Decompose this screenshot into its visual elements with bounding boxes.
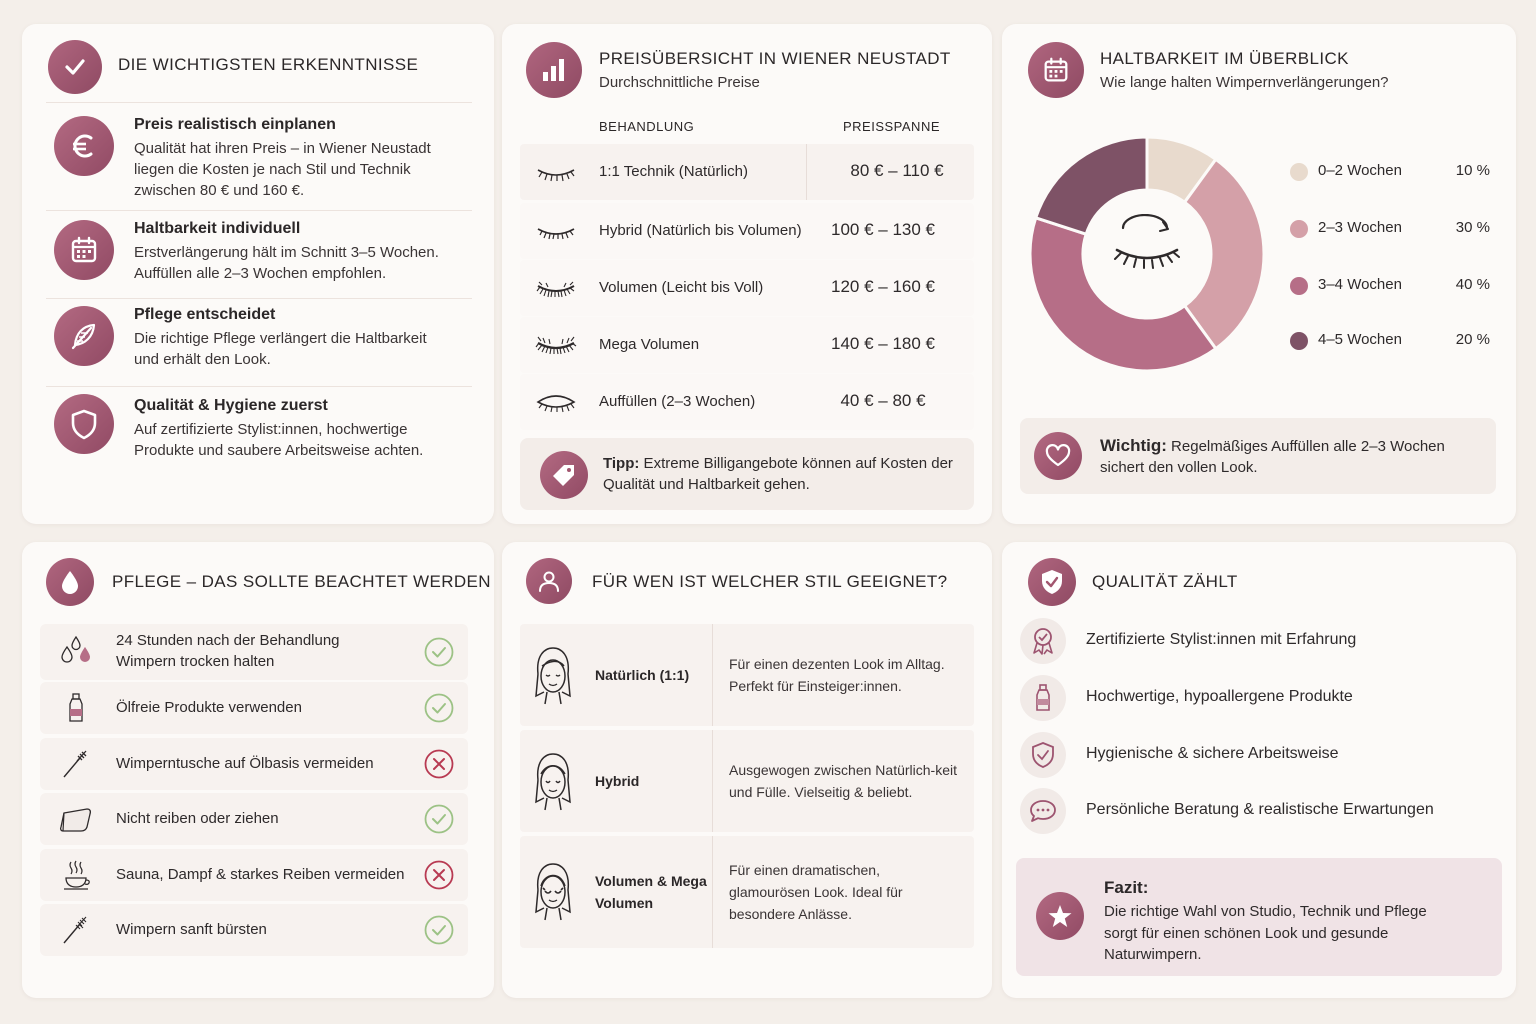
divider xyxy=(46,102,472,103)
star-icon xyxy=(1036,892,1084,940)
quality-label: Hygienische & sichere Arbeitsweise xyxy=(1086,745,1339,762)
care-item xyxy=(40,849,468,901)
price-range: 100 € – 130 € xyxy=(831,220,935,239)
insight-item xyxy=(54,306,474,380)
insight-item xyxy=(54,220,474,294)
important-label: Wichtig: xyxy=(1100,436,1167,455)
quality-label: Zertifizierte Stylist:innen mit Erfahrung xyxy=(1086,631,1357,648)
tip-label: Tipp: xyxy=(603,455,640,472)
insight-text: Auf zertifizierte Stylist:innen, hochwertige Produkte und saubere Arbeitsweise achten. xyxy=(134,421,424,459)
legend-label: 3–4 Wochen xyxy=(1318,276,1402,293)
care-title: PFLEGE – DAS SOLLTE BEACHTET WERDEN xyxy=(112,572,491,591)
legend-value: 10 % xyxy=(1455,162,1490,179)
price-row xyxy=(520,317,974,373)
style-description: Für einen dramatischen, glamourösen Look. Ideal für besondere Anlässe. xyxy=(729,862,903,922)
care-item xyxy=(40,904,468,956)
style-name: Hybrid xyxy=(595,773,640,789)
column-header-range: PREISSPANNE xyxy=(843,119,941,134)
prices-title: PREISÜBERSICHT IN WIENER NEUSTADT xyxy=(599,49,951,68)
tag-icon xyxy=(540,451,588,499)
lash-hybrid-icon xyxy=(534,217,578,245)
tip-text xyxy=(603,453,963,495)
durability-card xyxy=(1002,24,1516,524)
care-label: Wimpern sanft bürsten xyxy=(116,921,267,938)
styles-title: FÜR WEN IST WELCHER STIL GEEIGNET? xyxy=(592,572,948,591)
durability-title: HALTBARKEIT IM ÜBERBLICK xyxy=(1100,49,1349,68)
care-label: Sauna, Dampf & starkes Reiben vermeiden xyxy=(116,866,405,883)
insights-card xyxy=(22,24,494,524)
fazit-text: Die richtige Wahl von Studio, Technik und Pflege sorgt für einen schönen Look und gesunde Naturwimpern. xyxy=(1104,903,1427,963)
divider xyxy=(46,210,472,211)
insight-text: Erstverlängerung hält im Schnitt 3–5 Wochen. Auffüllen alle 2–3 Wochen empfohlen. xyxy=(134,244,439,282)
column-separator xyxy=(712,836,713,948)
important-body: Regelmäßiges Auffüllen alle 2–3 Wochen sichert den vollen Look. xyxy=(1100,438,1445,476)
steam-icon xyxy=(58,859,94,891)
legend-label: 2–3 Wochen xyxy=(1318,219,1402,236)
price-range: 120 € – 160 € xyxy=(831,277,935,296)
lash-volume-icon xyxy=(534,274,578,302)
lash-refill-icon xyxy=(534,388,578,416)
price-range: 40 € – 80 € xyxy=(840,391,926,410)
style-row xyxy=(520,624,974,726)
tip-box xyxy=(520,438,974,510)
x-circle-icon xyxy=(424,749,454,779)
quality-item xyxy=(1020,732,1490,778)
style-description: Ausgewogen zwischen Natürlich-keit und Fülle. Vielseitig & beliebt. xyxy=(729,762,957,800)
insight-item xyxy=(54,394,474,474)
droplets-icon xyxy=(58,634,94,666)
treatment-name: 1:1 Technik (Natürlich) xyxy=(599,163,748,180)
legend-item xyxy=(1290,274,1490,298)
lash-mega-volume-icon xyxy=(534,331,578,359)
checkmark-icon xyxy=(48,40,102,94)
quality-title: QUALITÄT ZÄHLT xyxy=(1092,572,1238,591)
legend-label: 4–5 Wochen xyxy=(1318,331,1402,348)
legend-swatch xyxy=(1290,277,1308,295)
quality-card xyxy=(1002,542,1516,998)
quality-label: Persönliche Beratung & realistische Erwartungen xyxy=(1086,801,1434,818)
style-name: Natürlich (1:1) xyxy=(595,667,690,683)
certificate-icon xyxy=(1020,618,1066,664)
legend-value: 20 % xyxy=(1455,331,1490,348)
quality-item xyxy=(1020,618,1490,664)
x-circle-icon xyxy=(424,860,454,890)
legend-value: 30 % xyxy=(1455,219,1490,236)
treatment-name: Volumen (Leicht bis Voll) xyxy=(599,279,764,296)
legend-swatch xyxy=(1290,332,1308,350)
tip-body: Extreme Billigangebote können auf Kosten der Qualität und Haltbarkeit gehen. xyxy=(603,455,953,493)
important-box xyxy=(1020,418,1496,494)
divider xyxy=(46,298,472,299)
price-row xyxy=(520,203,974,259)
styles-card xyxy=(502,542,992,998)
insight-title: Pflege entscheidet xyxy=(134,306,276,323)
user-icon xyxy=(526,558,572,604)
treatment-name: Auffüllen (2–3 Wochen) xyxy=(599,393,756,410)
care-label: Ölfreie Produkte verwenden xyxy=(116,699,302,716)
woman-face-icon xyxy=(528,750,578,812)
legend-item xyxy=(1290,160,1490,184)
woman-face-icon xyxy=(528,644,578,706)
legend-swatch xyxy=(1290,163,1308,181)
shield-icon xyxy=(54,394,114,454)
quality-item xyxy=(1020,675,1490,721)
fazit-box xyxy=(1016,858,1502,976)
legend-label: 0–2 Wochen xyxy=(1318,162,1402,179)
legend-swatch xyxy=(1290,220,1308,238)
euro-icon xyxy=(54,116,114,176)
bottle-icon xyxy=(58,692,94,724)
check-circle-icon xyxy=(424,804,454,834)
chat-icon xyxy=(1020,788,1066,834)
column-separator xyxy=(712,624,713,726)
column-separator xyxy=(806,144,807,200)
calendar-icon xyxy=(54,220,114,280)
calendar-icon xyxy=(1028,42,1084,98)
care-card xyxy=(22,542,494,998)
price-row xyxy=(520,144,974,200)
style-name: Volumen & Mega Volumen xyxy=(595,873,707,911)
insights-title: DIE WICHTIGSTEN ERKENNTNISSE xyxy=(118,55,419,74)
legend-value: 40 % xyxy=(1455,276,1490,293)
insight-title: Preis realistisch einplanen xyxy=(134,116,336,133)
droplet-icon xyxy=(46,558,94,606)
care-label: Wimperntusche auf Ölbasis vermeiden xyxy=(116,755,374,772)
style-description: Für einen dezenten Look im Alltag. Perfekt für Einsteiger:innen. xyxy=(729,656,945,694)
lash-natural-icon xyxy=(534,158,578,186)
heart-icon xyxy=(1034,432,1082,480)
column-separator xyxy=(712,730,713,832)
quality-item xyxy=(1020,788,1490,834)
bottle-icon xyxy=(1020,675,1066,721)
care-item xyxy=(40,624,468,680)
column-header-treatment: BEHANDLUNG xyxy=(599,119,695,134)
prices-card xyxy=(502,24,992,524)
style-row xyxy=(520,730,974,832)
shield-check-icon xyxy=(1028,558,1076,606)
care-label: 24 Stunden nach der Behandlung Wimpern trocken halten xyxy=(116,632,340,670)
legend-item xyxy=(1290,329,1490,353)
price-row xyxy=(520,260,974,316)
divider xyxy=(46,386,472,387)
towel-icon xyxy=(58,803,94,835)
care-label: Nicht reiben oder ziehen xyxy=(116,810,279,827)
check-circle-icon xyxy=(424,915,454,945)
treatment-name: Mega Volumen xyxy=(599,336,700,353)
treatment-name: Hybrid (Natürlich bis Volumen) xyxy=(599,222,802,239)
fazit-label: Fazit: xyxy=(1104,878,1149,897)
legend-item xyxy=(1290,217,1490,241)
care-item xyxy=(40,738,468,790)
insight-text: Die richtige Pflege verlängert die Haltbarkeit und erhält den Look. xyxy=(134,330,427,368)
mascara-icon xyxy=(58,748,94,780)
durability-subtitle: Wie lange halten Wimpernverlängerungen? xyxy=(1100,74,1389,91)
price-row xyxy=(520,374,974,430)
insight-text: Qualität hat ihren Preis – in Wiener Neustadt liegen die Kosten je nach Stil und Technik zwischen 80 € und 160 €. xyxy=(134,140,431,199)
prices-subtitle: Durchschnittliche Preise xyxy=(599,74,760,91)
care-item xyxy=(40,793,468,845)
price-range: 140 € – 180 € xyxy=(831,334,935,353)
price-range: 80 € – 110 € xyxy=(850,161,944,180)
insight-title: Qualität & Hygiene zuerst xyxy=(134,397,328,414)
style-row xyxy=(520,836,974,948)
important-text xyxy=(1100,435,1480,478)
shield-check-icon xyxy=(1020,732,1066,778)
care-item xyxy=(40,682,468,734)
closed-eye-icon xyxy=(1107,214,1187,278)
quality-label: Hochwertige, hypoallergene Produkte xyxy=(1086,688,1353,705)
check-circle-icon xyxy=(424,693,454,723)
bar-chart-icon xyxy=(526,42,582,98)
feather-icon xyxy=(54,306,114,366)
insight-item xyxy=(54,116,474,206)
woman-face-icon xyxy=(528,860,578,922)
check-circle-icon xyxy=(424,637,454,667)
insight-title: Haltbarkeit individuell xyxy=(134,220,301,237)
lash-brush-icon xyxy=(58,914,94,946)
